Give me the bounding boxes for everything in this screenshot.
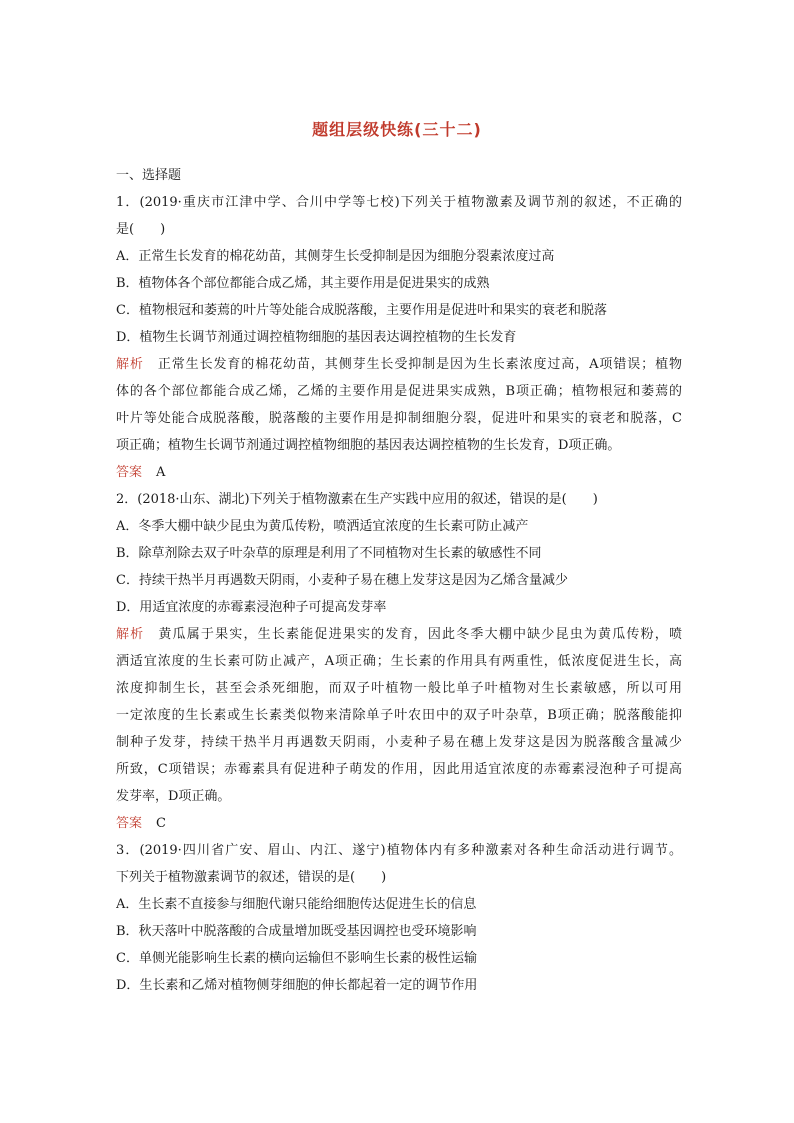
q1-analysis-label: 解析 (116, 357, 144, 372)
q2-option-a: A．冬季大棚中缺少昆虫为黄瓜传粉，喷洒适宜浓度的生长素可防止减产 (116, 519, 529, 534)
q2-analysis-text-1: 黄瓜属于果实，生长素能促进果实的发育，因此冬季大棚中缺少昆虫为黄瓜传粉，喷 (158, 627, 682, 642)
q1-analysis-line-3: 叶片等处能合成脱落酸，脱落酸的主要作用是抑制细胞分裂，促进叶和果实的衰老和脱落，C (116, 411, 682, 426)
q1-analysis-text-1: 正常生长发育的棉花幼苗，其侧芽生长受抑制是因为生长素浓度过高，A项错误；植物 (157, 357, 682, 372)
q2-option-b: B．除草剂除去双子叶杂草的原理是利用了不同植物对生长素的敏感性不同 (116, 546, 542, 561)
q2-option-d: D．用适宜浓度的赤霉素浸泡种子可提高发芽率 (116, 600, 387, 615)
q3-option-b: B．秋天落叶中脱落酸的合成量增加既受基因调控也受环境影响 (116, 924, 477, 939)
q2-analysis-line-3: 浓度抑制生长，甚至会杀死细胞，而双子叶植物一般比单子叶植物对生长素敏感，所以可用 (116, 681, 682, 696)
q1-option-b: B．植物体各个部位都能合成乙烯，其主要作用是促进果实的成熟 (116, 276, 490, 291)
q1-answer-label: 答案 (116, 465, 143, 480)
q2-stem-line-1: 2．(2018·山东、湖北)下列关于植物激素在生产实践中应用的叙述，错误的是( ) (116, 492, 598, 507)
q1-analysis-line-2: 体的各个部位都能合成乙烯，乙烯的主要作用是促进果实成熟，B项正确；植物根冠和萎蔫的 (116, 384, 682, 399)
section-heading: 一、选择题 (116, 168, 182, 183)
q2-analysis-label: 解析 (116, 627, 145, 642)
q2-answer-value: C (156, 816, 166, 831)
q1-stem-line-1: 1．(2019·重庆市江津中学、合川中学等七校)下列关于植物激素及调节剂的叙述，不正确的 (116, 195, 682, 210)
q3-stem-line-2: 下列关于植物激素调节的叙述，错误的是( ) (116, 870, 387, 885)
q1-option-a: A．正常生长发育的棉花幼苗，其侧芽生长受抑制是因为细胞分裂素浓度过高 (116, 249, 555, 264)
q1-stem-line-2: 是( ) (116, 222, 166, 237)
q1-answer (116, 459, 682, 486)
q2-answer-label: 答案 (116, 816, 143, 831)
q2-answer (116, 810, 682, 837)
q1-analysis-line-4: 项正确；植物生长调节剂通过调控植物细胞的基因表达调控植物的生长发育，D项正确。 (116, 438, 621, 453)
q3-option-c: C．单侧光能影响生长素的横向运输但不影响生长素的极性运输 (116, 951, 477, 966)
page-title: 题组层级快练(三十二) (312, 120, 482, 139)
q1-option-d: D．植物生长调节剂通过调控植物细胞的基因表达调控植物的生长发育 (116, 330, 517, 345)
q3-stem-line-1: 3．(2019·四川省广安、眉山、内江、遂宁)植物体内有多种激素对各种生命活动进行调节。 (116, 843, 682, 858)
q1-option-c: C．植物根冠和萎蔫的叶片等处能合成脱落酸，主要作用是促进叶和果实的衰老和脱落 (116, 303, 607, 318)
question-content (116, 162, 682, 999)
q1-analysis-line-1 (116, 351, 682, 378)
q1-answer-value: A (156, 465, 166, 480)
q3-option-d: D．生长素和乙烯对植物侧芽细胞的伸长都起着一定的调节作用 (116, 978, 478, 993)
q2-analysis-line-4: 一定浓度的生长素或生长素类似物来清除单子叶农田中的双子叶杂草，B项正确；脱落酸能抑 (116, 708, 682, 723)
q2-option-c: C．持续干热半月再遇数天阴雨，小麦种子易在穗上发芽这是因为乙烯含量减少 (116, 573, 568, 588)
q2-analysis-line-6: 所致，C项错误；赤霉素具有促进种子萌发的作用，因此用适宜浓度的赤霉素浸泡种子可提高 (116, 762, 682, 777)
q2-analysis-line-1 (116, 621, 682, 648)
q3-option-a: A．生长素不直接参与细胞代谢只能给细胞传达促进生长的信息 (116, 897, 477, 912)
q2-analysis-line-5: 制种子发芽，持续干热半月再遇数天阴雨，小麦种子易在穗上发芽这是因为脱落酸含量减少 (116, 735, 682, 750)
q2-analysis-line-7: 发芽率，D项正确。 (116, 789, 231, 804)
q2-analysis-line-2: 洒适宜浓度的生长素可防止减产，A项正确；生长素的作用具有两重性，低浓度促进生长，高 (116, 654, 682, 669)
